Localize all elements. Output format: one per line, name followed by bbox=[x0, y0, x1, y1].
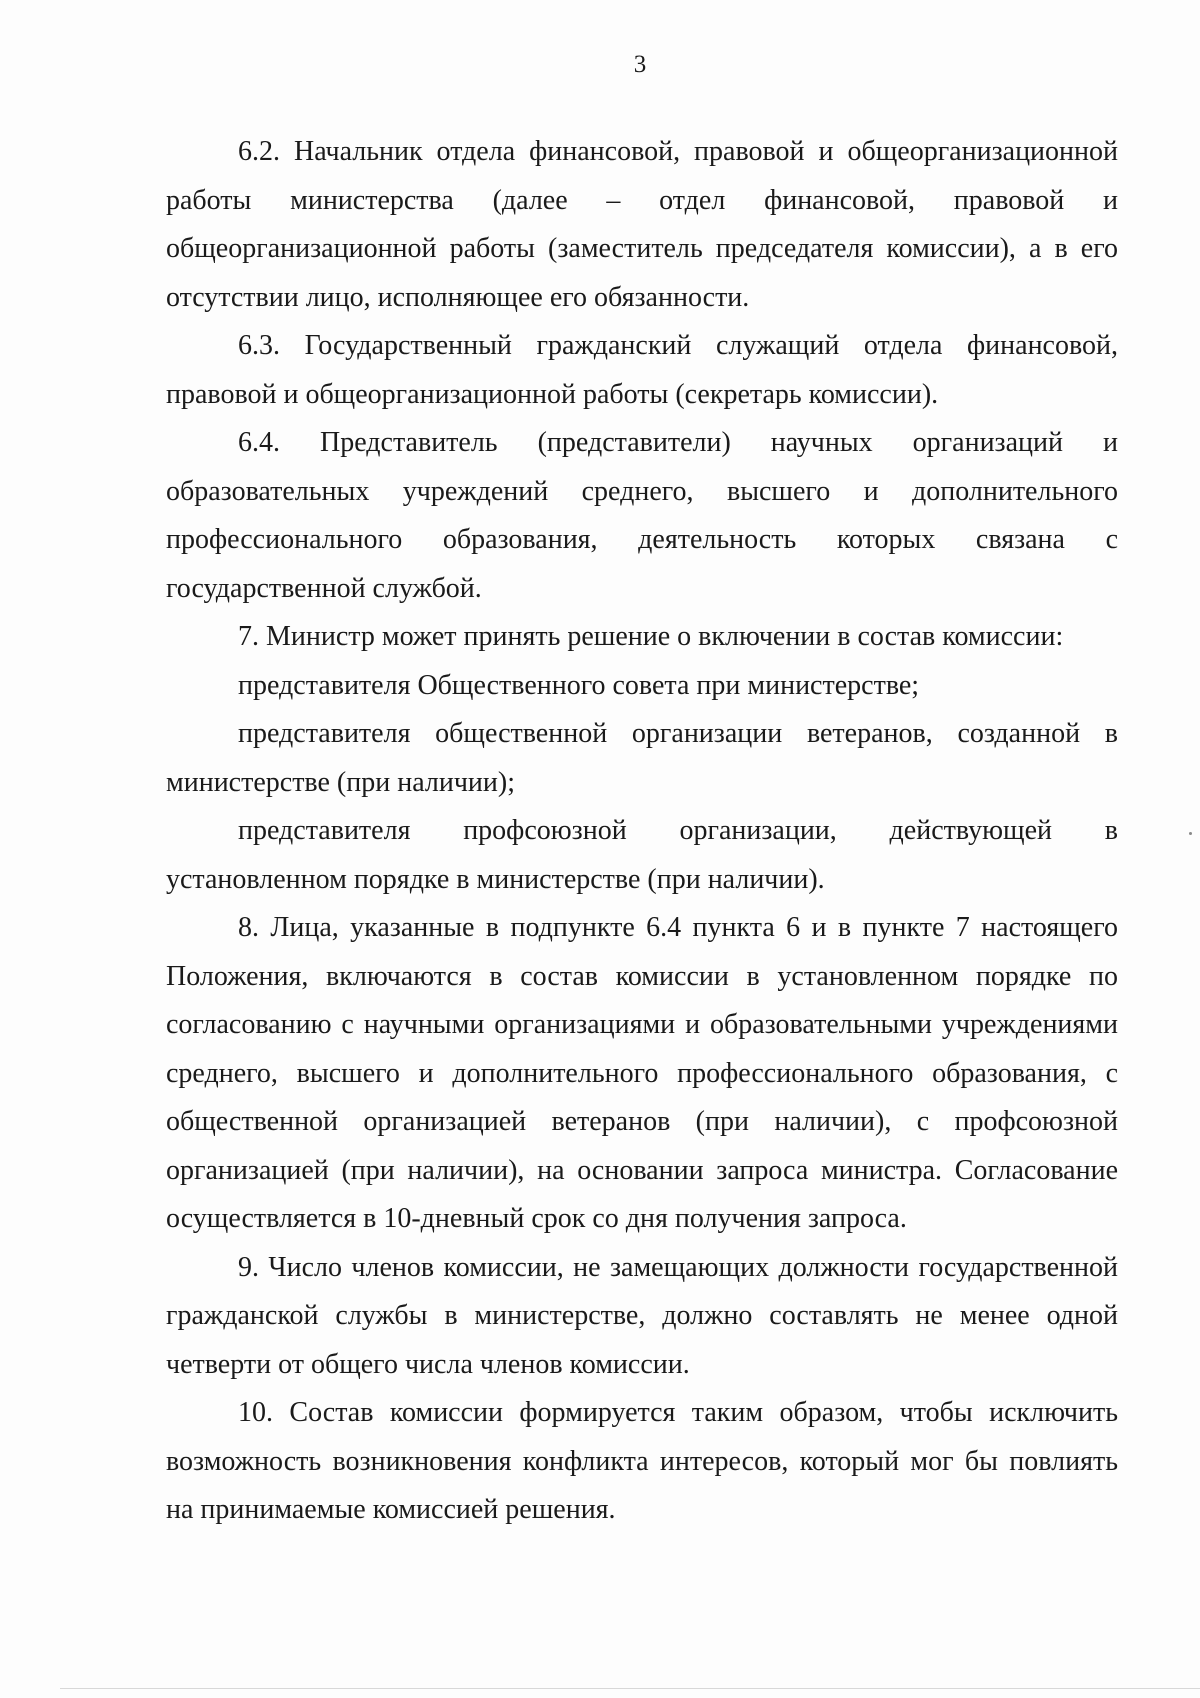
scan-speck bbox=[1189, 832, 1192, 835]
list-item-public-council: представителя Общественного совета при министерстве; bbox=[238, 669, 920, 701]
list-item-trade-union: представителя профсоюзной организации, действующей в установленном порядке в министерстве (при наличии). bbox=[166, 815, 1118, 895]
paragraph-8: 8. Лица, указанные в подпункте 6.4 пункта 6 и в пункте 7 настоящего Положения, включаются в состав комиссии в установленном порядке по согласованию с научными организациями и образовательными учреждениями среднего, высшего и дополнительного профессионального образования, с общественной организацией ветеранов (при наличии), с профсоюзной организацией (при наличии), на основании запроса министра. Согласование осуществляется в 10-дневный срок со дня получения запроса. bbox=[166, 912, 1118, 1234]
paragraph-7: 7. Министр может принять решение о включении в состав комиссии: bbox=[238, 621, 1064, 652]
paragraph-6-2: 6.2. Начальник отдела финансовой, правовой и общеорганизационной работы министерства (далее – отдел финансовой, правовой и общеорганизационной работы (заместитель председателя комиссии), а в его отсутствии лицо, исполняющее его обязанности. bbox=[166, 136, 1118, 313]
paragraph-9: 9. Число членов комиссии, не замещающих должности государственной гражданской службы в министерстве, должно составлять не менее одной четверти от общего числа членов комиссии. bbox=[166, 1251, 1118, 1380]
paragraph-6-4: 6.4. Представитель (представители) научных организаций и образовательных учреждений среднего, высшего и дополнительного профессионального образования, деятельность которых связана с государственной службой. bbox=[166, 427, 1118, 604]
document-body bbox=[166, 128, 1118, 1535]
page-number: 3 bbox=[633, 51, 647, 78]
paragraph-10: 10. Состав комиссии формируется таким образом, чтобы исключить возможность возникновения конфликта интересов, который мог бы повлиять на принимаемые комиссией решения. bbox=[166, 1397, 1118, 1525]
paragraph-6-3: 6.3. Государственный гражданский служащий отдела финансовой, правовой и общеорганизационной работы (секретарь комиссии). bbox=[166, 330, 1118, 410]
list-item-veterans-organization: представителя общественной организации ветеранов, созданной в министерстве (при наличии); bbox=[166, 718, 1118, 798]
scan-edge-line bbox=[60, 1688, 1200, 1689]
